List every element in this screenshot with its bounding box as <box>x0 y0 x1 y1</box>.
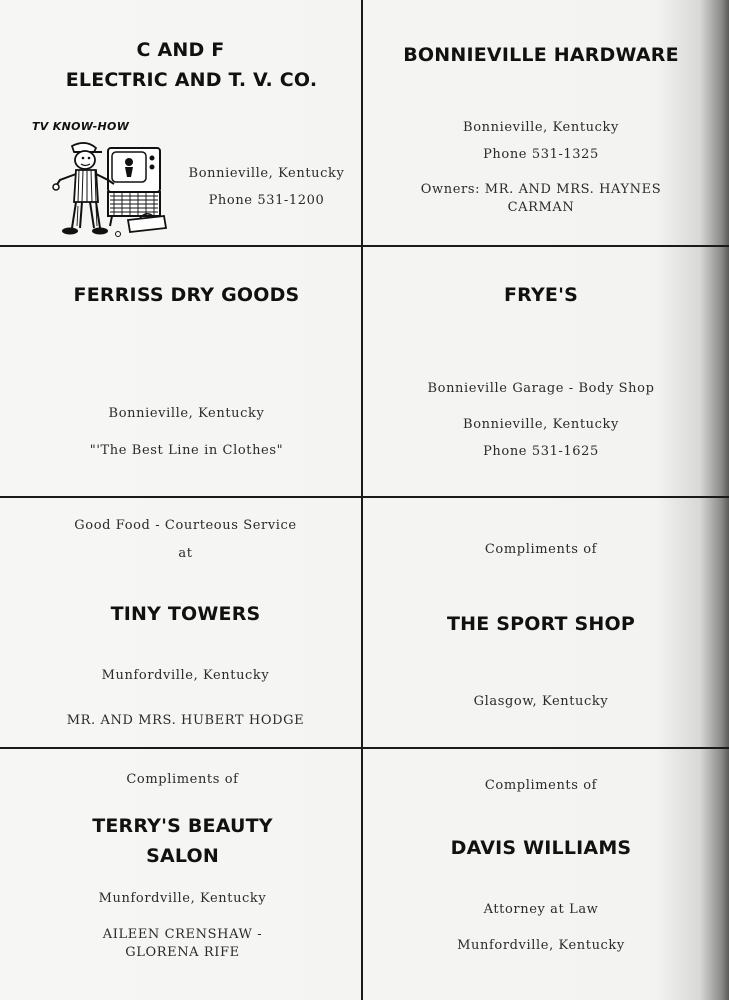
ad-davis-williams <box>363 749 719 1000</box>
ad-tiny-towers <box>0 498 361 747</box>
ad-title: FRYE'S <box>503 284 578 306</box>
ad-bonnieville-hardware <box>363 0 719 245</box>
ad-intro-line1: Good Food - Courteous Service <box>74 518 297 533</box>
ad-title: DAVIS WILLIAMS <box>450 837 632 859</box>
ad-c-and-f-electric <box>0 0 361 245</box>
ad-the-sport-shop <box>363 498 719 747</box>
ad-owners: MR. AND MRS. HUBERT HODGE <box>66 713 305 728</box>
ad-location: Munfordville, Kentucky <box>101 668 270 683</box>
ad-compliments: Compliments of <box>484 542 598 557</box>
ad-title-line1: C AND F <box>136 39 225 61</box>
ad-location: Bonnieville, Kentucky <box>463 417 619 432</box>
ad-title-line1: TERRY'S BEAUTY <box>92 815 273 837</box>
ad-fryes <box>363 247 719 496</box>
ad-tagline: TV KNOW-HOW <box>32 120 130 133</box>
ad-title: THE SPORT SHOP <box>446 613 636 635</box>
ad-location: Bonnieville, Kentucky <box>188 166 345 181</box>
ad-location: Bonnieville, Kentucky <box>108 406 265 421</box>
ad-phone: Phone 531-1625 <box>483 444 599 459</box>
ad-phone: Phone 531-1200 <box>208 193 325 208</box>
ad-location: Bonnieville, Kentucky <box>463 120 619 135</box>
ad-title: TINY TOWERS <box>110 603 261 625</box>
ad-title: BONNIEVILLE HARDWARE <box>403 44 679 66</box>
ad-owners-line2: CARMAN <box>507 200 575 215</box>
ad-location: Munfordville, Kentucky <box>457 938 625 953</box>
ad-intro-line2: at <box>178 546 193 561</box>
ad-title-line2: ELECTRIC AND T. V. CO. <box>65 69 318 91</box>
ad-ferriss-dry-goods <box>0 247 361 496</box>
ad-title-line2: SALON <box>146 845 219 867</box>
tv-repairman-illustration-icon <box>52 140 170 238</box>
ad-compliments: Compliments of <box>126 772 239 787</box>
ad-location: Glasgow, Kentucky <box>473 694 609 709</box>
ad-title: FERRISS DRY GOODS <box>73 284 300 306</box>
ad-compliments: Compliments of <box>484 778 598 793</box>
ad-subtitle: Bonnieville Garage - Body Shop <box>427 381 655 396</box>
ad-phone: Phone 531-1325 <box>483 147 599 162</box>
ad-location: Munfordville, Kentucky <box>98 891 267 906</box>
ad-slogan: "'The Best Line in Clothes" <box>89 443 284 458</box>
ad-names-line1: AILEEN CRENSHAW - <box>102 927 263 942</box>
ad-terrys-beauty-salon <box>0 749 361 1000</box>
ad-names-line2: GLORENA RIFE <box>125 945 240 960</box>
ad-owners-line1: Owners: MR. AND MRS. HAYNES <box>420 182 662 197</box>
ad-subtitle: Attorney at Law <box>483 902 599 917</box>
